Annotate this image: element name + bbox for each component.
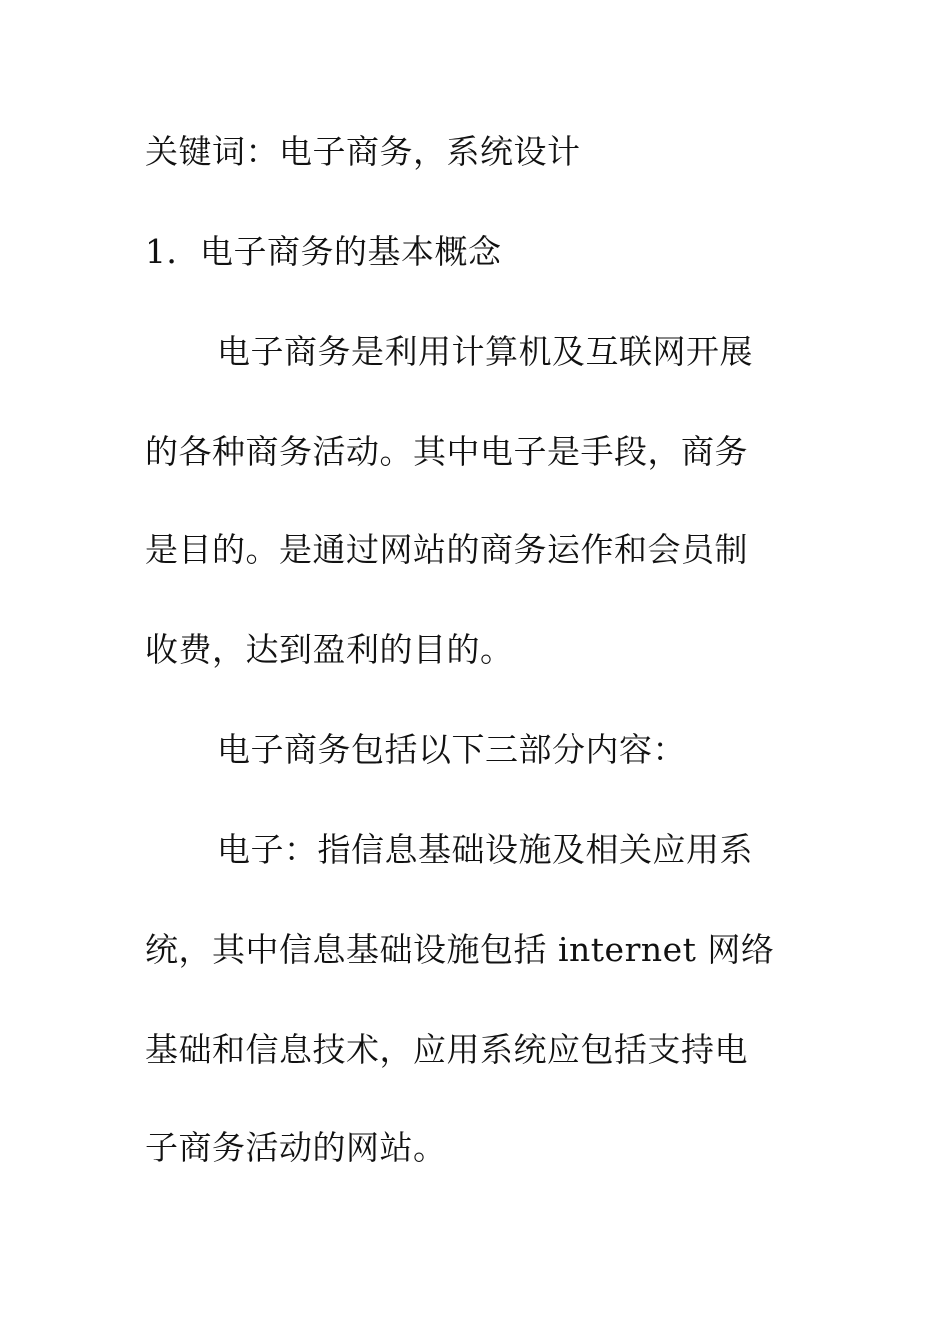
paragraph-1-line-2: 的各种商务活动。其中电子是手段，商务: [145, 432, 748, 471]
paragraph-2-line-1: 电子商务包括以下三部分内容：: [217, 730, 686, 769]
section-heading: 1．电子商务的基本概念: [145, 232, 502, 271]
paragraph-3-line-2: 统，其中信息基础设施包括 internet 网络: [145, 930, 775, 969]
paragraph-1-line-4: 收费，达到盈利的目的。: [145, 630, 514, 669]
paragraph-3-line-4: 子商务活动的网站。: [145, 1128, 447, 1167]
paragraph-3-line-3: 基础和信息技术，应用系统应包括支持电: [145, 1030, 748, 1069]
keywords-line: 关键词：电子商务，系统设计: [145, 132, 581, 171]
paragraph-1-line-3: 是目的。是通过网站的商务运作和会员制: [145, 530, 748, 569]
paragraph-1-line-1: 电子商务是利用计算机及互联网开展: [217, 332, 753, 371]
paragraph-3-line-1: 电子：指信息基础设施及相关应用系: [217, 830, 753, 869]
